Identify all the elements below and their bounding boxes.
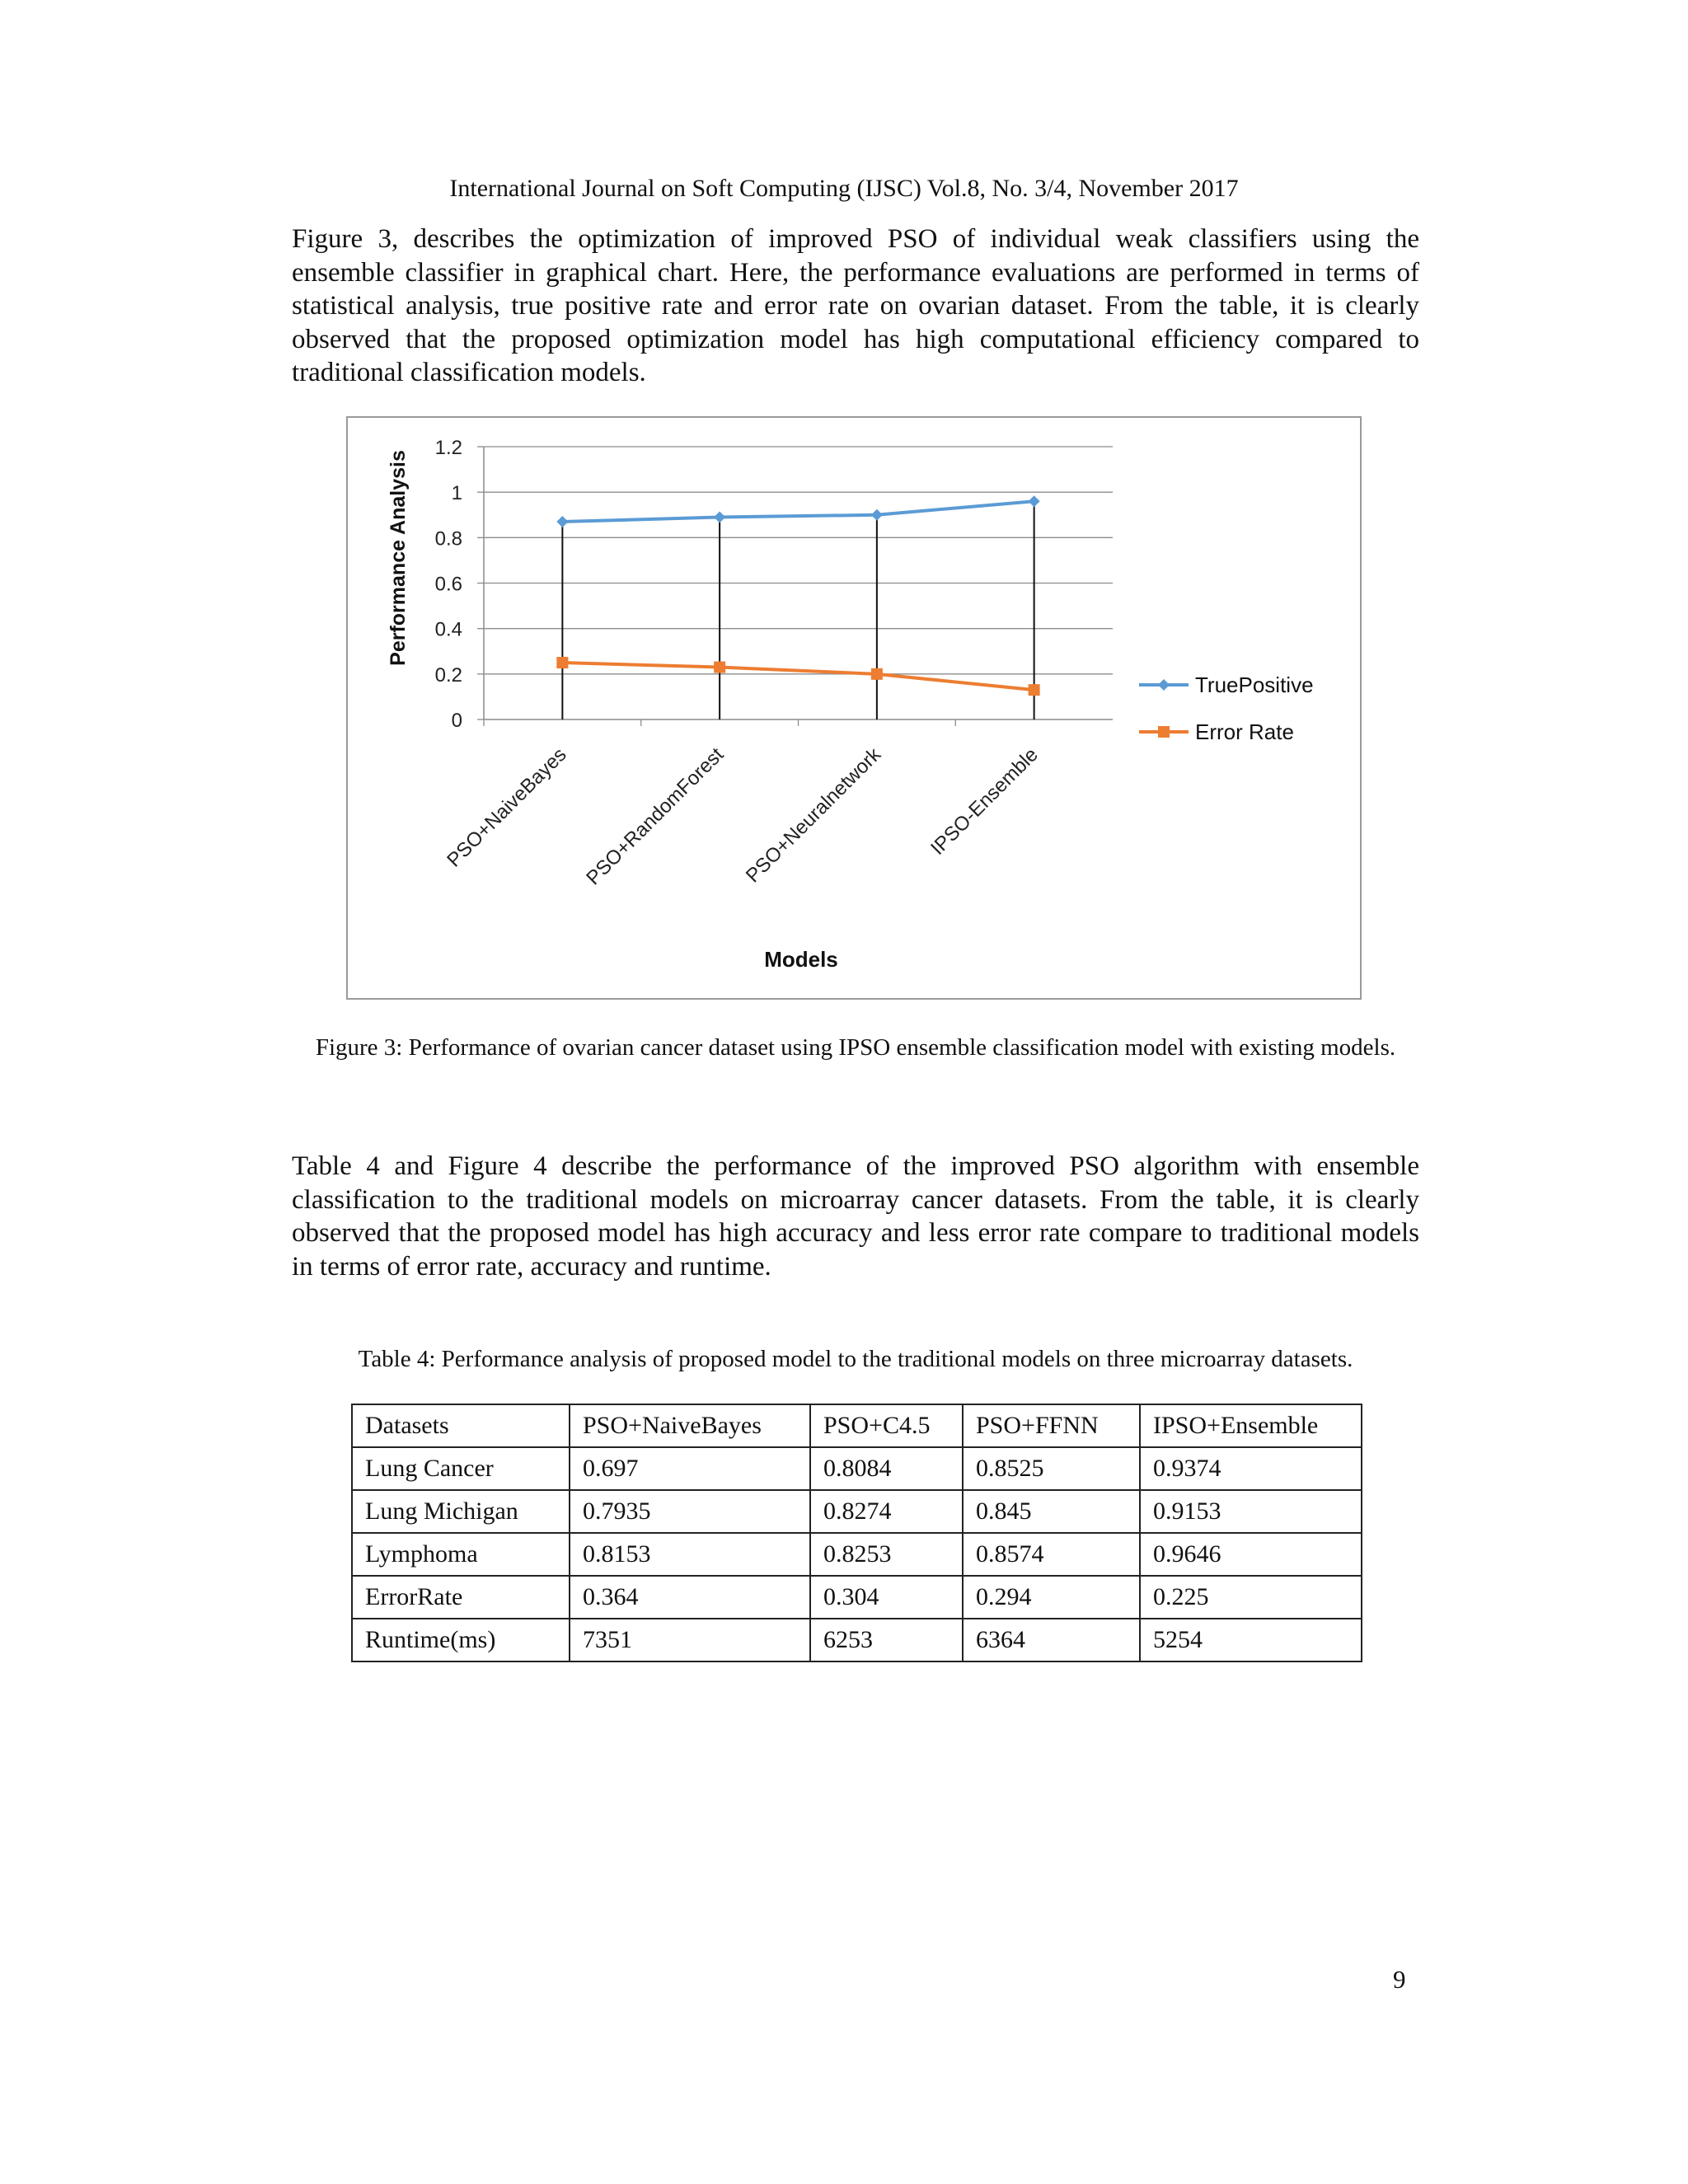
table-header-cell: PSO+NaiveBayes — [570, 1404, 810, 1447]
series-line-1 — [562, 663, 1034, 690]
legend-label: TruePositive — [1195, 673, 1314, 697]
y-tick-label: 1.2 — [434, 437, 462, 459]
table-cell: 0.8084 — [810, 1447, 963, 1490]
table-cell: 7351 — [570, 1619, 810, 1661]
table-cell: 0.9374 — [1140, 1447, 1362, 1490]
y-tick-label: 0.4 — [434, 618, 462, 641]
table-row — [352, 1447, 1362, 1490]
y-axis-label: Performance Analysis — [387, 450, 410, 666]
table-cell: 0.294 — [963, 1576, 1140, 1619]
figure3-caption: Figure 3: Performance of ovarian cancer dataset using IPSO ensemble classification model with existing models. — [315, 1034, 1396, 1061]
x-tick-label: PSO+RandomForest — [582, 743, 729, 890]
table-header-cell: PSO+FFNN — [963, 1404, 1140, 1447]
table-row — [352, 1619, 1362, 1661]
data-point-diamond — [714, 512, 725, 523]
table-cell: 0.9646 — [1140, 1533, 1362, 1576]
table-cell: Lung Michigan — [352, 1490, 570, 1533]
table-cell: 0.304 — [810, 1576, 963, 1619]
legend-marker — [1158, 726, 1170, 738]
table-cell: 0.7935 — [570, 1490, 810, 1533]
y-tick-label: 0.6 — [434, 573, 462, 596]
chart-legend — [1139, 673, 1314, 744]
table-header-cell: IPSO+Ensemble — [1140, 1404, 1362, 1447]
y-tick-label: 1 — [451, 482, 462, 505]
x-tick-label: IPSO-Ensemble — [926, 743, 1043, 860]
y-tick-label: 0 — [451, 710, 462, 732]
table-cell: 0.8153 — [570, 1533, 810, 1576]
table-cell: 0.8525 — [963, 1447, 1140, 1490]
table-header-row — [352, 1404, 1362, 1447]
y-tick-label: 0.2 — [434, 663, 462, 687]
line-chart — [348, 418, 1360, 998]
data-point-square — [1029, 684, 1040, 696]
table-cell: 6253 — [810, 1619, 963, 1661]
legend-label: Error Rate — [1195, 719, 1294, 744]
page-number: 9 — [1393, 1965, 1406, 1994]
table-header-cell: PSO+C4.5 — [810, 1404, 963, 1447]
table-cell: 0.364 — [570, 1576, 810, 1619]
table-header-cell: Datasets — [352, 1404, 570, 1447]
table-cell: ErrorRate — [352, 1576, 570, 1619]
table-cell: 0.697 — [570, 1447, 810, 1490]
table-cell: 5254 — [1140, 1619, 1362, 1661]
chart-tick-labels — [435, 437, 1043, 889]
legend-marker — [1158, 679, 1170, 691]
table-cell: 0.8274 — [810, 1490, 963, 1533]
series-line-0 — [562, 501, 1034, 522]
data-point-square — [556, 657, 568, 668]
journal-header: International Journal on Soft Computing (IJSC) Vol.8, No. 3/4, November 2017 — [449, 175, 1239, 202]
table-cell: Lymphoma — [352, 1533, 570, 1576]
table-cell: Runtime(ms) — [352, 1619, 570, 1661]
x-axis-label: Models — [764, 947, 838, 972]
table4-performance — [351, 1404, 1362, 1662]
data-point-square — [871, 668, 883, 680]
table-row — [352, 1576, 1362, 1619]
table-cell: 0.8253 — [810, 1533, 963, 1576]
paragraph-table4-description: Table 4 and Figure 4 describe the performance of the improved PSO algorithm with ensemble classification to the traditional models on microarray cancer datasets. From the table, it is clearly observed that the proposed model has high accuracy and less error rate compare to traditional models in terms of error rate, accuracy and runtime. — [292, 1151, 1419, 1282]
chart-gridlines — [484, 447, 1113, 674]
data-point-diamond — [556, 516, 568, 527]
x-tick-label: PSO+NaiveBayes — [443, 743, 571, 872]
figure3-chart — [346, 416, 1362, 1000]
table-cell: 0.8574 — [963, 1533, 1140, 1576]
table-cell: 0.225 — [1140, 1576, 1362, 1619]
table-cell: 6364 — [963, 1619, 1140, 1661]
chart-axes — [477, 447, 1113, 726]
y-tick-label: 0.8 — [434, 527, 462, 551]
table-cell: Lung Cancer — [352, 1447, 570, 1490]
table4-caption: Table 4: Performance analysis of proposed model to the traditional models on three microarray datasets. — [358, 1346, 1353, 1372]
chart-drop-lines — [562, 501, 1034, 719]
table-row — [352, 1533, 1362, 1576]
data-point-diamond — [871, 509, 883, 521]
paragraph-figure3-description: Figure 3, describes the optimization of improved PSO of individual weak classifiers using the ensemble classifier in graphical chart. Here, the performance evaluations are performed in terms of statistical analysis, true positive rate and error rate on ovarian dataset. From the table, it is clearly observed that the proposed optimization model has high computational efficiency compared to traditional classification models. — [292, 224, 1419, 387]
data-point-square — [714, 662, 725, 673]
table-cell: 0.845 — [963, 1490, 1140, 1533]
chart-series — [556, 495, 1039, 696]
table-cell: 0.9153 — [1140, 1490, 1362, 1533]
table-row — [352, 1490, 1362, 1533]
x-tick-label: PSO+Neuralnetwork — [741, 743, 886, 888]
data-point-diamond — [1029, 495, 1040, 507]
